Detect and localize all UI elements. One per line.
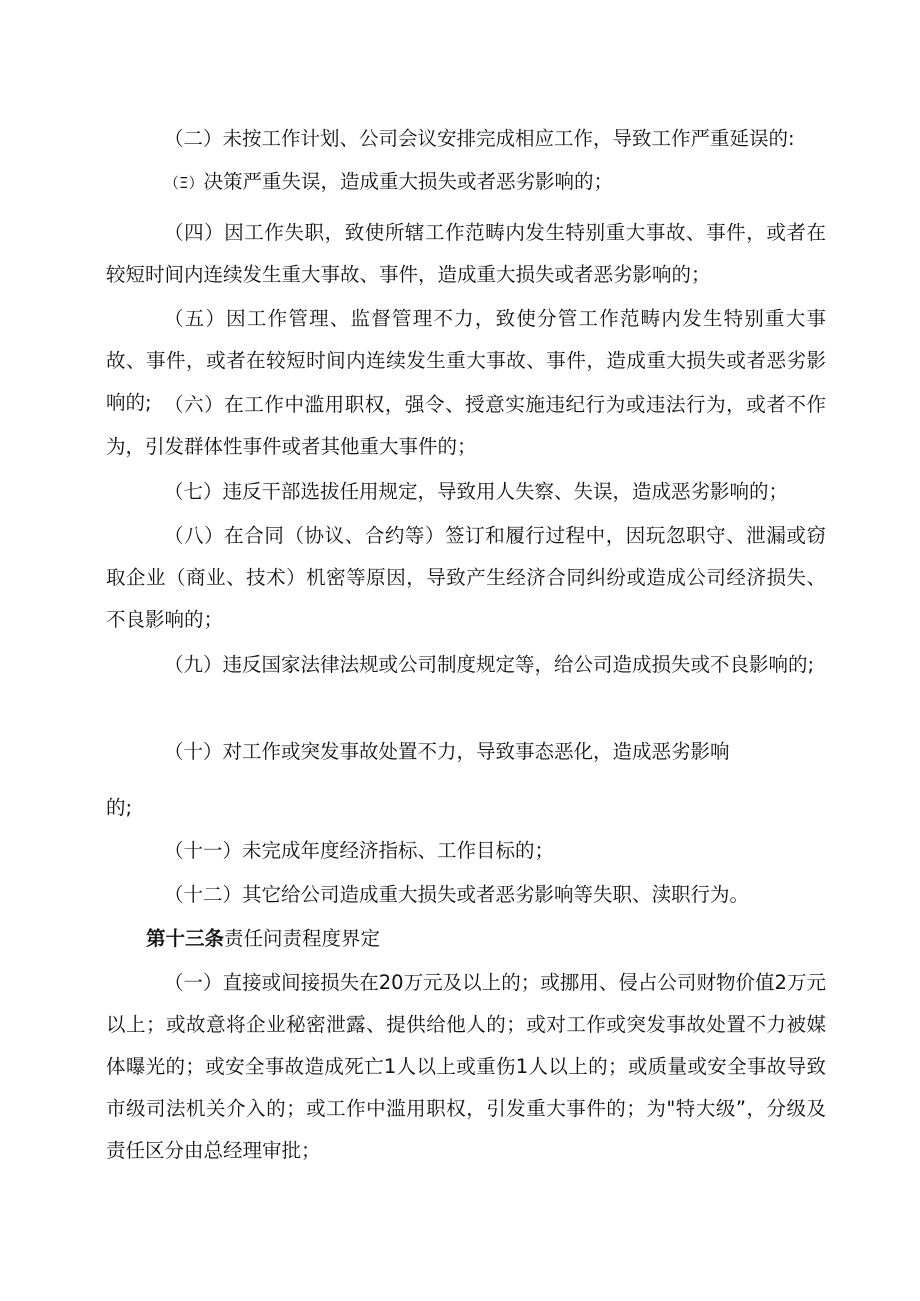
item-12: （十二）其它给公司造成重大损失或者恶劣影响等失职、渎职行为。	[164, 883, 750, 906]
item-8: （八）在合同（协议、合约等）签订和履行过程中，因玩忽职守、泄漏或窃取企业（商业、技术）机密等原因，导致产生经济合同纠纷或造成公司经济损失、不良影响的；	[106, 524, 826, 631]
item-10-continuation: 的;	[106, 796, 133, 819]
article-13-heading	[106, 918, 826, 960]
item-3-number: （Ξ）	[164, 174, 204, 192]
item-9: （九）违反国家法律法规或公司制度规定等，给公司造成损失或不良影响的;	[164, 653, 815, 676]
item-5: （五）因工作管理、监督管理不力，致使分管工作范畴内发生特别重大事故、事件，或者在较短时间内连续发生重大事故、事件，造成重大损失或者恶劣影响的;	[106, 307, 826, 414]
item-10: （十）对工作或突发事故处置不力，导致事态恶化，造成恶劣影响	[164, 740, 730, 763]
item-11: （十一）未完成年度经济指标、工作目标的；	[164, 839, 555, 862]
item-6: （六）在工作中滥用职权，强令、授意实施违纪行为或违法行为，或者不作为，引发群体性事件或者其他重大事件的；	[106, 393, 826, 458]
item-7: （七）违反干部选拔任用规定，导致用人失察、失误，造成恶劣影响的；	[164, 480, 789, 503]
item-2: （二）未按工作计划、公司会议安排完成相应工作，导致工作严重延误的:	[164, 127, 795, 150]
article-title: 责任问责程度界定	[224, 927, 381, 950]
article-13-paragraph-1: （一）直接或间接损失在20万元及以上的；或挪用、侵占公司财物价值2万元以上；或故意将企业秘密泄露、提供给他人的；或对工作或突发事故处置不力被媒体曝光的；或安全事故造成死亡1人以上或重伤1人以上的；或质量或安全事故导致市级司法机关介入的；或工作中滥用职权，引发重大事件的；为"特大级”，分级及责任区分由总经理审批；	[106, 971, 826, 1162]
item-4: （四）因工作失职，致使所辖工作范畴内发生特别重大事故、事件，或者在较短时间内连续发生重大事故、事件，造成重大损失或者恶劣影响的；	[106, 221, 826, 286]
article-number: 第十三条	[146, 927, 225, 950]
item-3	[106, 161, 826, 204]
item-3-text: 决策严重失误，造成重大损失或者恶劣影响的；	[203, 170, 613, 193]
